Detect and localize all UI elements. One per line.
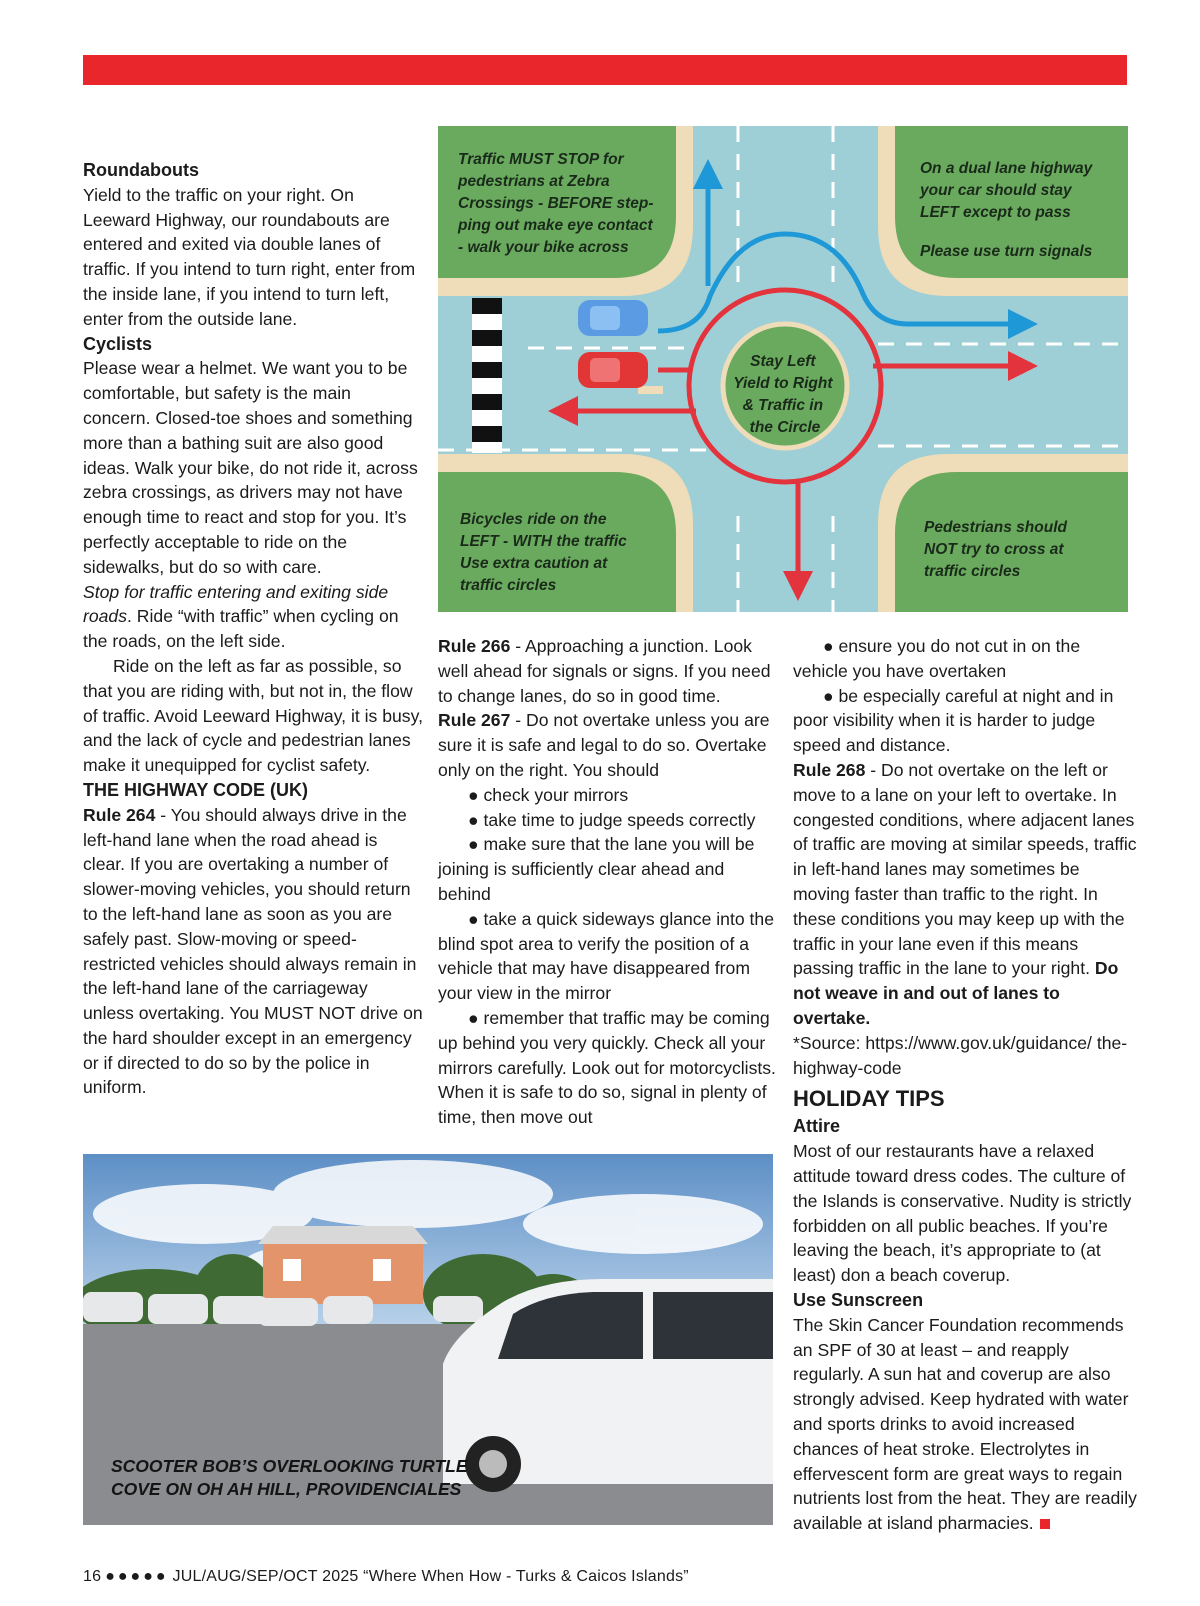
rule-266-text: - Approaching a junction. Look well ahead for signals or signs. If you need to change lanes, do so in good time. (438, 636, 771, 706)
page-footer (83, 1568, 689, 1586)
paragraph-rule-267 (438, 708, 778, 782)
photo-caption: SCOOTER BOB’S OVERLOOKING TURTLE COVE ON OH AH HILL, PROVIDENCIALES (111, 1456, 468, 1499)
note-center-island: Stay Left Yield to Right & Traffic in the Circle (733, 353, 833, 436)
parking-lot-photo (83, 1154, 773, 1525)
paragraph-roundabouts: Yield to the traffic on your right. On Leeward Highway, our roundabouts are entered and exited via double lanes of traffic. If you intend to turn right, enter from the inside lane, if you intend to turn left, enter from the outside lane. (83, 184, 416, 329)
heading-sunscreen: Use Sunscreen (793, 1289, 924, 1310)
rule-264-text: - You should always drive in the left-hand lane when the road ahead is clear. If you are overtaking a number of slower-moving vehicles, you should return to the left-hand lane as soon as you are safely past. Slow-moving or speed-restricted vehicles should always remain in the left-hand lane of the carriageway unless overtaking. You MUST NOT drive on the hard shoulder except in an emergency or if directed to do so by the police in uniform. (83, 804, 423, 1098)
rule-267-label: Rule 267 (438, 710, 511, 731)
building-window (373, 1259, 391, 1281)
note-bicycles: Bicycles ride on the LEFT - WITH the traffic Use extra caution at traffic circles (460, 511, 627, 594)
sunscreen-text: The Skin Cancer Foundation recommends an SPF of 30 at least – and reapply regularly. A sun hat and coverup are also strongly advised. Keep hydrated with water and sports drinks to avoid increased chances of heat stroke. Electrolytes in effervescent form are great ways to regain nutrients lost from the heat. They are readily available at island pharmacies. (793, 1314, 1137, 1534)
bullet-cut-in: ● ensure you do not cut in on the vehicle you have overtaken (793, 636, 1081, 681)
building-window (283, 1259, 301, 1281)
white-van (443, 1279, 773, 1492)
heading-holiday-tips: HOLIDAY TIPS (793, 1086, 945, 1112)
end-mark-square (1040, 1519, 1050, 1529)
paragraph-attire: Most of our restaurants have a relaxed attitude toward dress codes. The culture of the Islands is conservative. Nudity is strictly forbidden on all public beaches. If you’re leaving the beach, it’s appropriate to (at least) don a beach coverup. (793, 1141, 1132, 1286)
heading-roundabouts: Roundabouts (83, 160, 199, 180)
paragraph-sunscreen (793, 1313, 1138, 1536)
note-zebra-crossing: Traffic MUST STOP for pedestrians at Zebra Crossings - BEFORE step- ping out make eye contact - walk your bike across (458, 151, 654, 256)
stop-traffic-rest: . Ride “with traffic” when cycling on the roads, on the left side. (83, 606, 399, 652)
top-color-bar (83, 55, 1127, 85)
rule-264-label: Rule 264 (83, 804, 156, 825)
footer-text: JUL/AUG/SEP/OCT 2025 “Where When How - Turks & Caicos Islands” (172, 1568, 689, 1585)
bullet-traffic-behind: ● remember that traffic may be coming up behind you very quickly. Check all your mirrors carefully. Look out for motorcyclists. When it is safe to do so, signal in plenty of time, then move out (438, 1007, 776, 1128)
building-roof (258, 1226, 428, 1244)
rule-268-bold: Do not weave in and out of lanes to overtake. (793, 958, 1119, 1028)
bullet-check-mirrors: ● check your mirrors (468, 784, 629, 805)
heading-highway-code: THE HIGHWAY CODE (UK) (83, 779, 309, 800)
rule-268-text: - Do not overtake on the left or move to a lane on your left to overtake. In congested conditions, where adjacent lanes of traffic are moving at similar speeds, traffic in left-hand lanes may sometimes be moving faster than traffic to the right. In these conditions you may keep up with the traffic in your lane even if this means passing traffic in the lane to your right. (793, 759, 1137, 979)
column-right (793, 634, 1138, 1536)
note-dual-lane: On a dual lane highway your car should stay LEFT except to pass Please use turn signals (920, 160, 1093, 260)
page-number: 16 (83, 1568, 102, 1585)
note-pedestrians: Pedestrians should NOT try to cross at traffic circles (924, 519, 1067, 580)
roundabout-diagram (438, 126, 1128, 612)
column-left (83, 158, 423, 1100)
stop-traffic-italic: Stop for traffic entering and exiting side roads (83, 581, 389, 627)
rule-266-label: Rule 266 (438, 636, 511, 656)
blue-car (578, 300, 648, 336)
red-car (578, 352, 648, 388)
heading-cyclists: Cyclists (83, 333, 153, 354)
paragraph-ride-left: Ride on the left as far as possible, so that you are riding with, but not in, the flow of traffic. Avoid Leeward Highway, it is busy, and the lack of cycle and pedestrian lanes make it unequipped for cyclist safety. (83, 655, 423, 776)
bullet-night-visibility: ● be especially careful at night and in poor visibility when it is harder to judge speed and distance. (793, 685, 1114, 756)
paragraph-rule-264 (83, 803, 423, 1101)
bullet-lane-clear: ● make sure that the lane you will be joining is sufficiently clear ahead and behind (438, 834, 755, 904)
heading-attire: Attire (793, 1116, 841, 1137)
paragraph-cyclists: Please wear a helmet. We want you to be comfortable, but safety is the main concern. Closed-toe shoes and something more than a bathing suit are also good ideas. Walk your bike, do not ride it, across zebra crossings, as drivers may not have enough time to react and stop for you. It’s perfectly acceptable to ride on the sidewalks, but do so with care. (83, 358, 418, 577)
paragraph-stop-traffic (83, 580, 423, 654)
column-middle (438, 634, 778, 1130)
rule-267-text: - Do not overtake unless you are sure it is safe and legal to do so. Overtake only on the right. You should (438, 710, 770, 780)
bullet-blind-spot: ● take a quick sideways glance into the blind spot area to verify the position of a vehicle that may have disappeared from your view in the mirror (438, 908, 774, 1004)
rule-268-label: Rule 268 (793, 759, 866, 780)
paragraph-rule-266 (438, 634, 778, 708)
paragraph-rule-268 (793, 758, 1138, 1031)
footer-dots: ●●●●● (105, 1568, 169, 1585)
source-note: *Source: https://www.gov.uk/guidance/ the-highway-code (793, 1032, 1128, 1078)
bullet-judge-speeds: ● take time to judge speeds correctly (468, 809, 756, 830)
